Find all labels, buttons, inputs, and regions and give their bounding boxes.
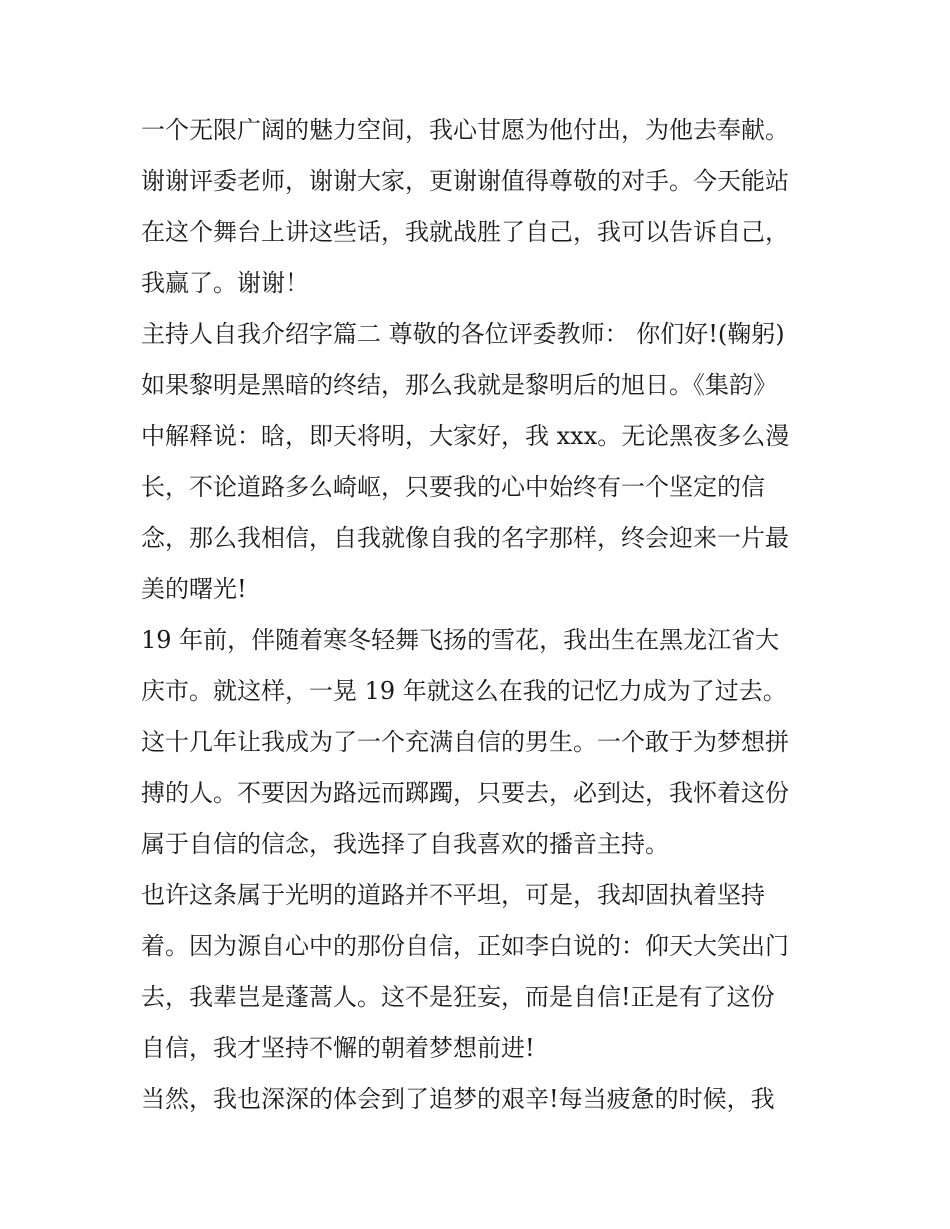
text-line: 美的曙光! (141, 575, 247, 603)
text-line: 念，那么我相信，自我就像自我的名字那样，终会迎来一片最 (141, 524, 789, 552)
text-line: 搏的人。不要因为路远而踯躅，只要去，必到达，我怀着这份 (141, 779, 789, 807)
document-body (141, 105, 821, 1125)
text-line: 19 年前，伴随着寒冬轻舞飞扬的雪花，我出生在黑龙江省大 (141, 626, 780, 654)
text-line: 如果黎明是黑暗的终结，那么我就是黎明后的旭日。《集韵》 (141, 371, 777, 399)
text-line: 属于自信的信念，我选择了自我喜欢的播音主持。 (141, 830, 669, 858)
text-line: 这十几年让我成为了一个充满自信的男生。一个敢于为梦想拼 (141, 728, 789, 756)
text-line: 也许这条属于光明的道路并不平坦，可是，我却固执着坚持 (141, 881, 765, 909)
text-line: 在这个舞台上讲这些话，我就战胜了自己，我可以告诉自己， (141, 218, 789, 246)
section-heading-line: 主持人自我介绍字篇二 尊敬的各位评委教师： 你们好!(鞠躬) (141, 320, 785, 348)
text-line: 庆市。就这样，一晃 19 年就这么在我的记忆力成为了过去。 (141, 677, 787, 705)
text-line: 长，不论道路多么崎岖，只要我的心中始终有一个坚定的信 (141, 473, 765, 501)
text-line: 中解释说：晗，即天将明，大家好，我 xxx。无论黑夜多么漫 (141, 422, 790, 450)
text-line: 去，我辈岂是蓬蒿人。这不是狂妄，而是自信!正是有了这份 (141, 983, 775, 1011)
text-line: 一个无限广阔的魅力空间，我心甘愿为他付出，为他去奉献。 (141, 116, 789, 144)
text-line: 着。因为源自心中的那份自信，正如李白说的：仰天大笑出门 (141, 932, 789, 960)
text-line: 我赢了。谢谢！ (141, 269, 309, 297)
text-line: 谢谢评委老师，谢谢大家，更谢谢值得尊敬的对手。今天能站 (141, 167, 789, 195)
text-line: 当然，我也深深的体会到了追梦的艰辛!每当疲惫的时候，我 (141, 1085, 775, 1113)
text-line: 自信，我才坚持不懈的朝着梦想前进! (141, 1034, 535, 1062)
